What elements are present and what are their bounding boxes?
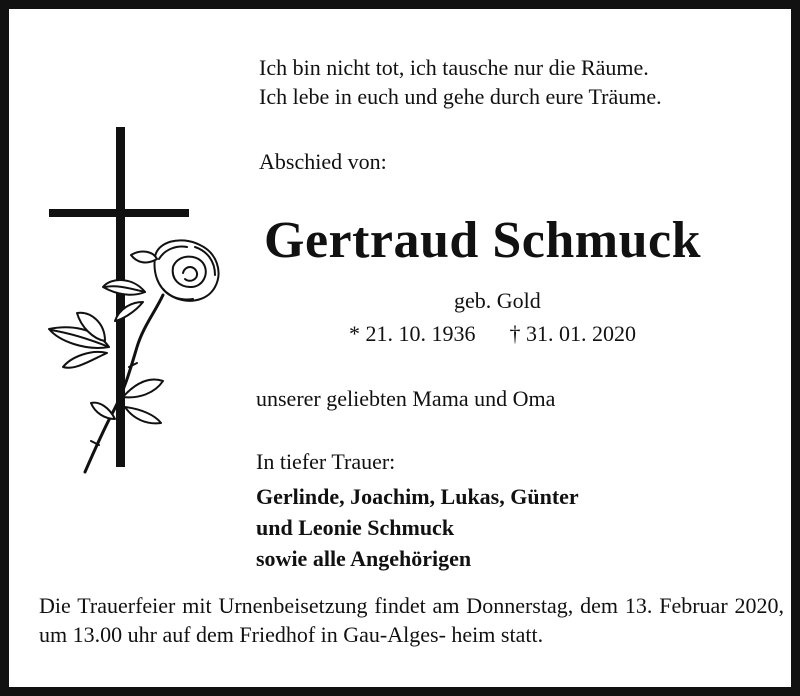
service-line: Die Trauerfeier mit Urnenbeisetzung findet am Donnerstag, dem — [39, 593, 618, 618]
service-line: 13. Februar 2020, um 13.00 uhr auf dem Friedhof in Gau-Alges- — [39, 593, 785, 647]
poem-line: Ich lebe in euch und gehe durch eure Träume. — [259, 84, 662, 109]
rose-leaves — [49, 252, 163, 445]
life-dates — [349, 321, 636, 347]
mourners-line: sowie alle Angehörigen — [256, 546, 472, 571]
birth-date: * 21. 10. 1936 — [349, 321, 476, 346]
mourners-line: und Leonie Schmuck — [256, 515, 455, 540]
death-date: † 31. 01. 2020 — [509, 321, 636, 346]
cross-vertical-bar — [116, 127, 125, 467]
deceased-name: Gertraud Schmuck — [264, 212, 701, 269]
farewell-intro: Abschied von: — [259, 149, 387, 174]
cross-horizontal-bar — [49, 209, 189, 217]
funeral-service-notice — [39, 591, 784, 649]
service-line: heim statt. — [451, 622, 544, 647]
relation-line: unserer geliebten Mama und Oma — [256, 386, 556, 411]
poem-verse — [259, 53, 662, 111]
rose-flower — [155, 240, 219, 301]
birth-name: geb. Gold — [454, 288, 541, 313]
mourners-line: Gerlinde, Joachim, Lukas, Günter — [256, 484, 579, 509]
poem-line: Ich bin nicht tot, ich tausche nur die Räume. — [259, 55, 649, 80]
mourners-list — [256, 481, 579, 574]
mourning-heading: In tiefer Trauer: — [256, 449, 396, 474]
cross-with-rose-icon — [45, 127, 235, 487]
